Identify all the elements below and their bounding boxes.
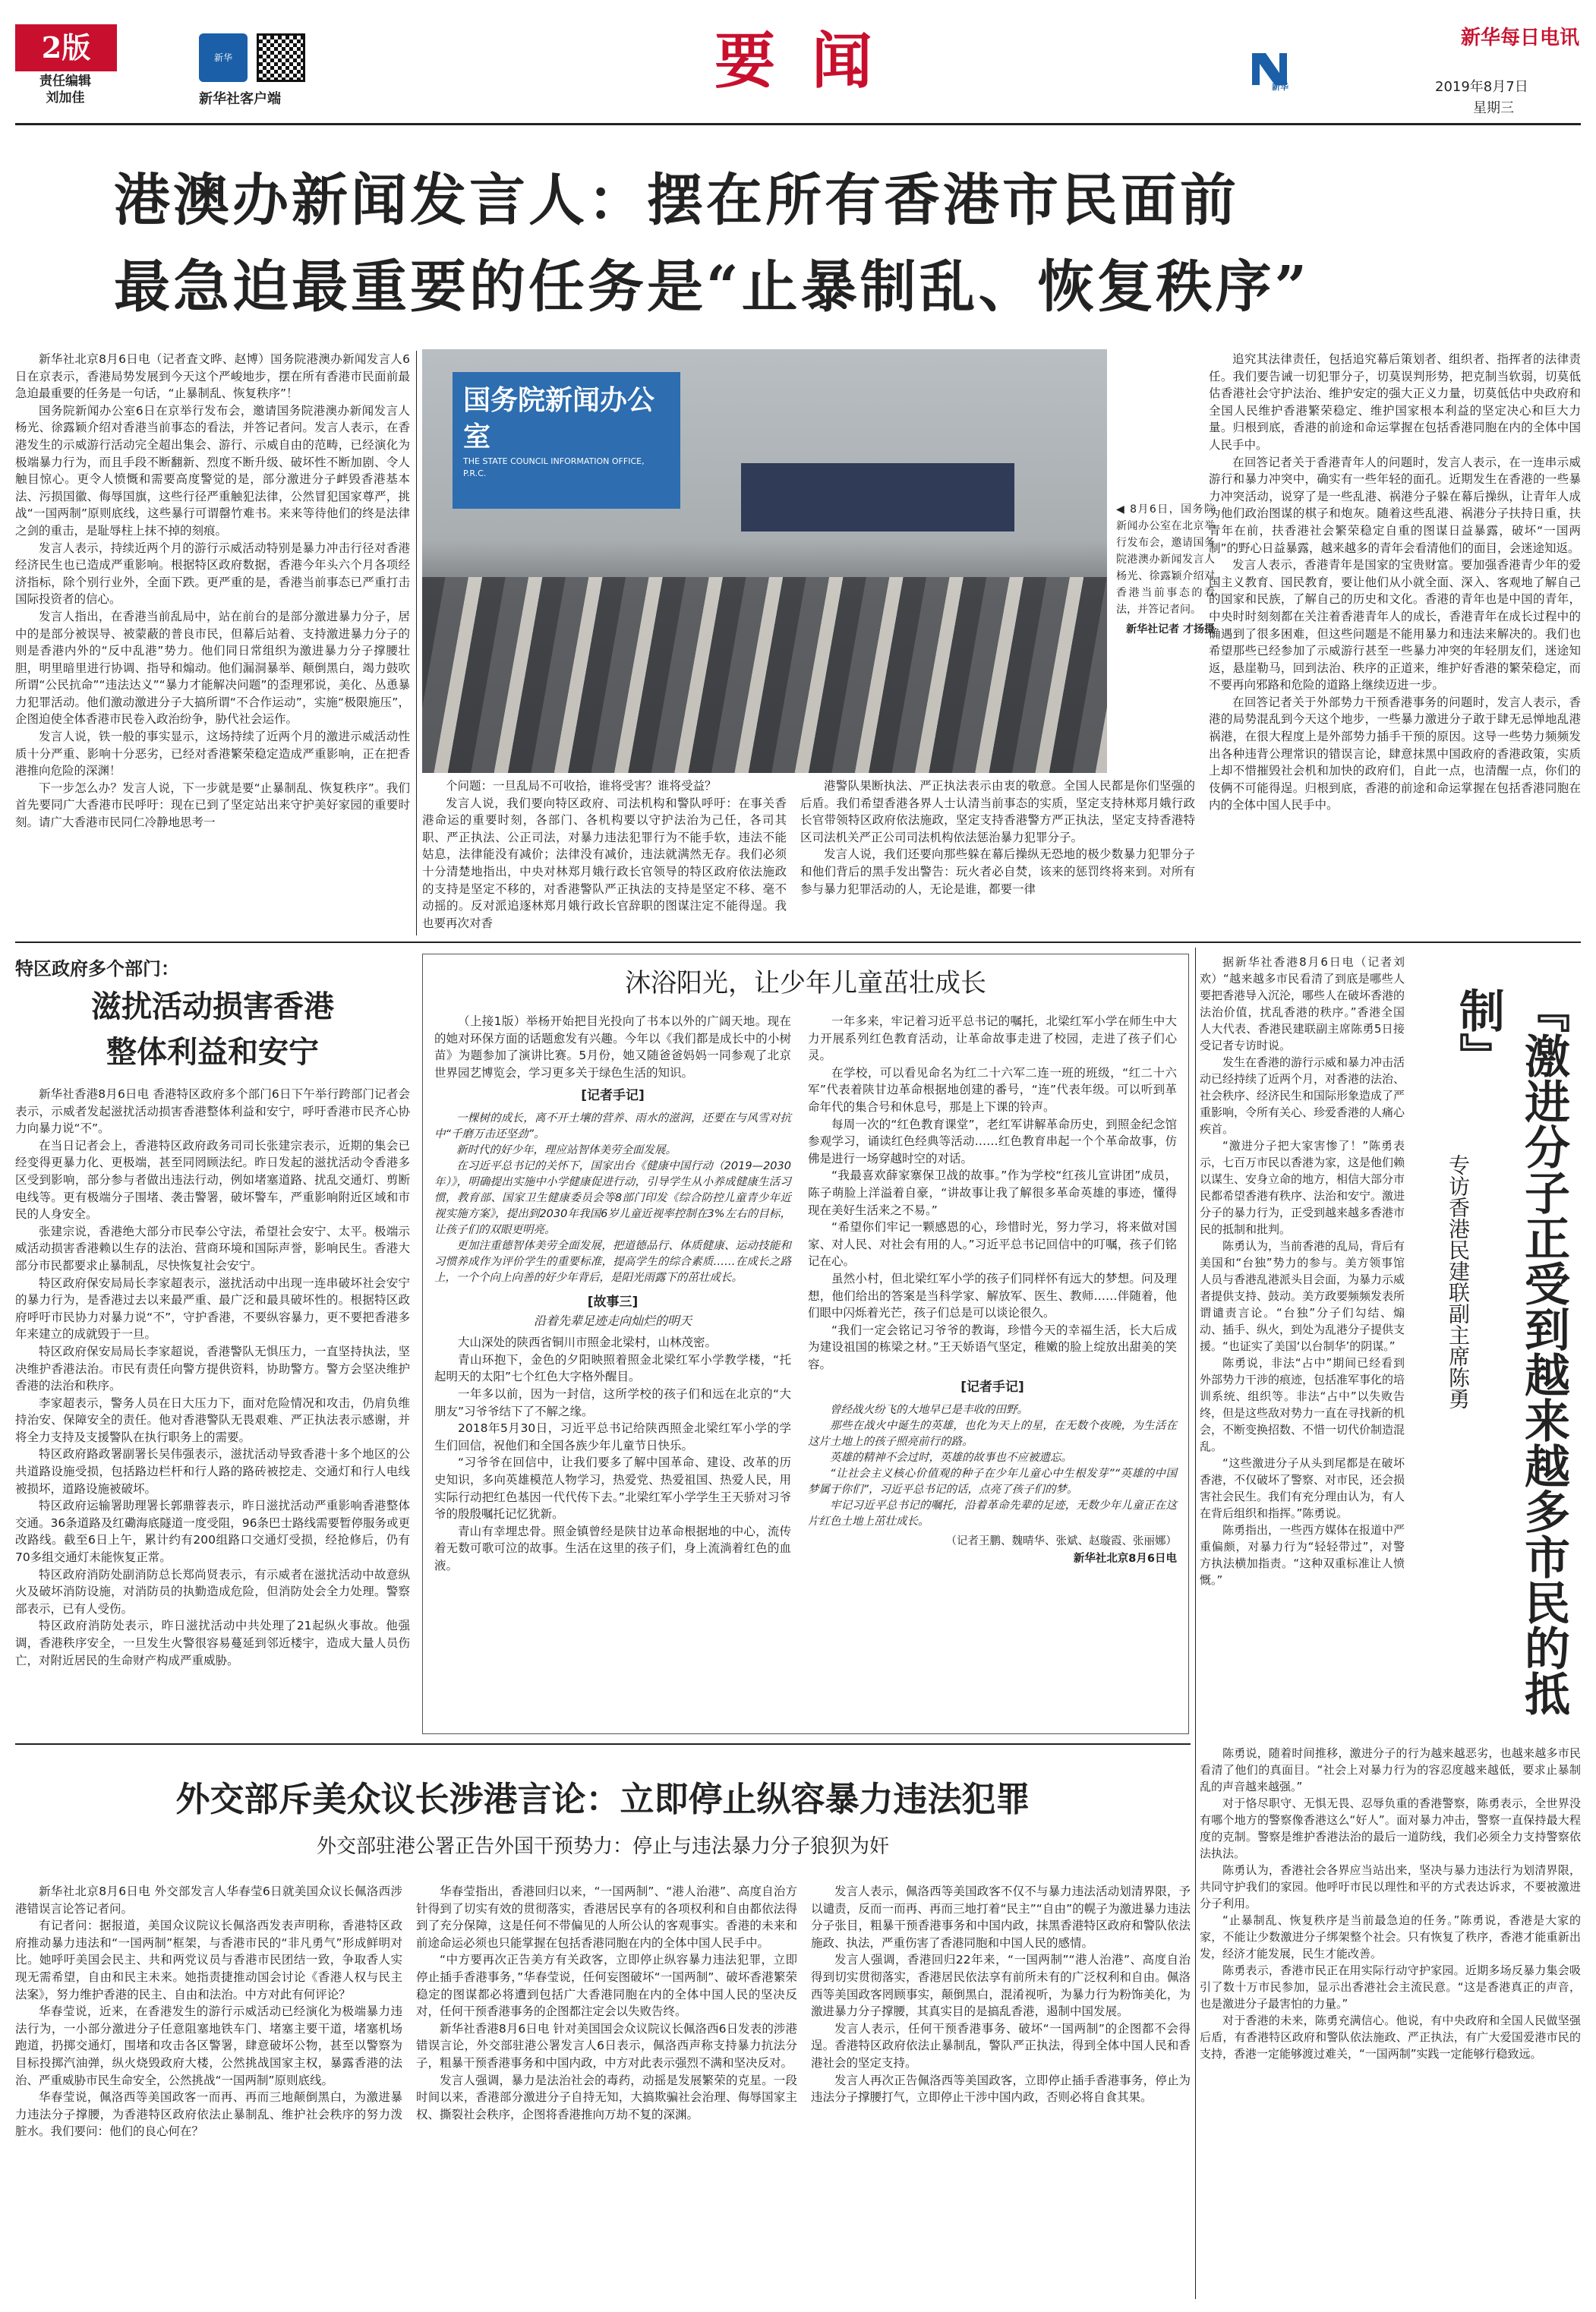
lead-paragraph: 在回答记者关于香港青年人的问题时，发言人表示，在一连串示威游行和暴力冲突中，确实有一些年轻的面孔。近期发生在香港的一些暴力冲突活动，说穿了是一些乱港、祸港分子躲在幕后操纵，让青年人成为他们政治图谋的棋子和炮灰。随着这些乱港、祸港分子扶持日重，扶青年在前，扶香港社会繁荣稳定自重的图谋日益暴露，破坏“一国两制”的野心日益暴露，越来越多的青年会看清他们的面目，会迷途知返。	[1209, 455, 1581, 555]
note-paragraph: 新时代的好少年，理应站智体美劳全面发展。	[456, 1143, 677, 1156]
feature-paragraph: “希望你们牢记一颗感恩的心，珍惜时光，努力学习，将来做对国家、对人民、对社会有用的人。”习近平总书记回信中的叮嘱，孩子们铭记在心。	[808, 1220, 1177, 1269]
news-logo-icon	[1249, 47, 1296, 91]
feature-paragraph: 一年多以前，因为一封信，这所学校的孩子们和远在北京的“大朋友”习爷爷结下了不解之缘。	[434, 1386, 791, 1418]
page-number-box	[15, 24, 117, 71]
feature-paragraph: “我们一定会铭记习爷爷的教诲，珍惜今天的幸福生活，长大后成为建设祖国的栋梁之材。”王天娇语气坚定，稚嫩的脸上绽放出甜美的笑容。	[808, 1323, 1177, 1371]
lead-paragraph: 追究其法律责任，包括追究幕后策划者、组织者、指挥者的法律责任。我们要告诫一切犯罪分子，切莫误判形势，把克制当软弱，切莫低估香港社会守护法治、维护安定的强大正义力量，切莫低估中央政府和全国人民维护香港繁荣稳定、维护国家根本利益的坚定决心和巨大力量。归根到底，香港的前途和命运掌握在包括香港同胞在内的全体中国人民手中。	[1209, 352, 1581, 452]
note1-body	[434, 1111, 791, 1286]
lead-column-1	[15, 351, 410, 928]
hk-paragraph: 李家超表示，警务人员在日大压力下，面对危险情况和攻击，仍肩负维持治安、保障安全的责任。他对香港警队无畏艰难、严正执法表示感谢，并将全力支持及支援警队在执行职务上的需要。	[15, 1396, 410, 1444]
lead-headline-1: 港澳办新闻发言人：摆在所有香港市民面前	[114, 168, 1239, 233]
interview-paragraph: 陈勇说，非法“占中”期间已经看到外部势力干涉的痕迹，包括准军事化的培训系统、组织等。非法“占中”以失败告终，但是这些敌对势力一直在寻找新的机会，不断变换招数、不惜一切代价制造混乱。	[1200, 1356, 1405, 1453]
interview-paragraph: 陈勇认为，当前香港的乱局，背后有美国和“台独”势力的参与。美方领事馆人员与香港乱港派头目会面，为暴力示威者提供支持、鼓动。美方政要频频发表所谓谴责言论。“台独”分子们勾结、煽动、插手、纵火，到处为乱港分子提供支援。“也证实了美国‘以台制华’的阴谋。”	[1200, 1239, 1405, 1353]
hk-paragraph: 特区政府保安局局长李家超说，香港警队无惧压力，一直坚持执法，坚决维护香港法治。市民有责任向警方提供资料，协助警方。警方会坚决维护香港的法治和秩序。	[15, 1344, 410, 1393]
lead-column-3	[800, 778, 1195, 929]
feature-paragraph: 每周一次的“红色教育课堂”，老红军讲解革命历史，到照金纪念馆参观学习，诵读红色经典等活动……红色教育串起一个个革命故事，仿佛是进行一场穿越时空的对话。	[808, 1117, 1177, 1165]
bottom-divider	[15, 1743, 1191, 1745]
hk-headline-2: 整体利益和安宁	[106, 1034, 319, 1070]
lead-column-4	[1209, 351, 1581, 929]
editor-name: 刘加佳	[46, 90, 85, 106]
section-title: 要 闻	[714, 25, 880, 96]
note-paragraph: 曾经战火纷飞的大地早已是丰收的田野。	[830, 1404, 1028, 1417]
hk-paragraph: 特区政府保安局局长李家超表示，滋扰活动中出现一连串破坏社会安宁的暴力行为，是香港过去以来最严重、最广泛和最具破坏性的。根据特区政府呼吁市民协力对暴力说“不”，守护香港，不要纵容暴力，更不要把香港多年来建立的成就毁于一旦。	[15, 1276, 410, 1342]
foreign-paragraph: 有记者问：据报道，美国众议院议长佩洛西发表声明称，香港特区政府推动暴力违法和“一国两制”框架，与香港市民的“非凡勇气”形成鲜明对比。她呼吁美国会民主、共和两党议员与香港市民团结一致，争取香人实现无需希望，自由和民主未来。她指责捷推动国会讨论《香港人权与民主法案》，努力维护香港的民主、自由和法治。中方对此有何评论？	[15, 1919, 402, 2001]
audience-rows	[422, 577, 1107, 773]
foreign-column-1	[15, 1883, 402, 2301]
note-paragraph: 在习近平总书记的关怀下，国家出台《健康中国行动（2019—2030年）》，明确提出实施中小学健康促进行动，引导学生从小养成健康生活习惯，教育部、国家卫生健康委员会等8部门印发《综合防控儿童青少年近视实施方案》，提出到2030年我国6岁儿童近视率控制在3%左右的目标，让孩子们的双眼更明亮。	[434, 1159, 791, 1236]
foreign-paragraph: 发言人强调，香港回归22年来，“一国两制”“港人治港”、高度自治得到切实贯彻落实，香港居民依法享有前所未有的广泛权利和自由。佩洛西等美国政客罔顾事实，颠倒黑白，混淆视听，为暴力行为粉饰美化，为激进暴力分子撑腰，其真实目的是搞乱香港，遏制中国发展。	[811, 1953, 1191, 2019]
lead-paragraph: 发言人表示，持续近两个月的游行示威活动特别是暴力冲击行径对香港经济民生也已造成严重影响。根据特区政府数据，香港今年头六个月各项经济指标，除个别行业外，全面下跌。更严重的是，香港当前事态已严重打击国际投资者的信心。	[15, 541, 410, 607]
backdrop-title: 国务院新闻办公室	[463, 385, 655, 453]
hk-paragraph: 张建宗说，香港绝大部分市民奉公守法，希望社会安宁、太平。极端示威活动损害香港赖以生存的法治、营商环境和国际声誉，影响民生。香港大部分市民都要求止暴制乱，尽快恢复社会安宁。	[15, 1224, 410, 1273]
feature-paragraph: （上接1版）举杨开始把目光投向了书本以外的广阔天地。现在的她对环保方面的话题愈发有兴趣。今年以《我们都是成长中的小树苗》为题参加了演讲比赛。5月份，她又随爸爸妈妈一同参观了北京世界园艺博览会，学习更多关于绿色生活的知识。	[434, 1014, 791, 1080]
issue-weekday: 星期三	[1473, 100, 1514, 116]
interview-paragraph: 发生在香港的游行示威和暴力冲击活动已经持续了近两个月，对香港的法治、社会秩序、经济民生和国际形象造成了严重影响，令所有关心、珍爱香港的人痛心疾首。	[1200, 1055, 1405, 1136]
foreign-paragraph: 发言人再次正告佩洛西等美国政客，立即停止插手香港事务，停止为违法分子撑腰打气，立即停止干涉中国内政，否则必将自食其果。	[811, 2073, 1191, 2105]
story3-title: [故事三]	[587, 1294, 639, 1310]
lead-headline-2: 最急迫最重要的任务是“止暴制乱、恢复秩序”	[114, 254, 1311, 320]
hk-kicker: 特区政府多个部门：	[15, 958, 179, 979]
interview-paragraph: 陈勇表示，香港市民正在用实际行动守护家园。近期多场反暴力集会吸引了数十万市民参加，显示出香港社会主流民意。“这是香港真正的声音，也是激进分子最害怕的力量。”	[1200, 1963, 1581, 2011]
interview-paragraph: 对于恪尽职守、无惧无畏、忍辱负重的香港警察，陈勇表示，全世界没有哪个地方的警察像香港这么“好人”。面对暴力冲击，警察一直保持最大程度的克制。警察是维护香港法治的最后一道防线，我们必须全力支持警察依法执法。	[1200, 1796, 1581, 1860]
lead-paragraph: 发言人指出，在香港当前乱局中，站在前台的是部分激进暴力分子，居中的是部分被误导、被蒙蔽的普良市民，但幕后站着、支持激进暴力分子的则是香港内外的“反中乱港”势力。他们同日常组织为激进暴力分子撑腰壮胆，明里暗里进行协调、指导和煽动。他们漏洞暴举、颠倒黑白，竭力鼓吹所谓“公民抗命”“违法达义”“暴力才能解决问题”的歪理邪说，美化、丛恿暴力犯罪活动。他们激动激进分子大搞所谓“不合作运动”，实施“极限施压”，企图迫使全体香港市民卷入政治纷争，胁代社会运作。	[15, 609, 410, 727]
feature-paragraph: 在学校，可以看见命名为红二十六军二连一班的班级，“红二十六军”代表着陕甘边革命根据地创建的番号，“连”代表年级。可以听到革命年代的集合号和休息号，那是上下课的铃声。	[808, 1065, 1177, 1114]
feature-paragraph: “我最喜欢薛家寨保卫战的故事。”作为学校“红孩儿宣讲团”成员，陈子萌脸上洋溢着自豪，“讲故事让我了解很多革命英雄的事迹，懂得现在美好生活来之不易。”	[808, 1169, 1177, 1217]
hk-paragraph: 新华社香港8月6日电 香港特区政府多个部门6日下午举行跨部门记者会表示，示威者发起滋扰活动损害香港整体利益和安宁，呼吁香港市民齐心协力向暴力说“不”。	[15, 1087, 410, 1136]
note2-title: [记者手记]	[960, 1380, 1024, 1396]
interview-column-a	[1200, 954, 1405, 1734]
hk-headline-1: 滋扰活动损害香港	[91, 989, 334, 1024]
feature-paragraph: 大山深处的陕西省铜川市照金北梁村，山林茂密。	[458, 1336, 718, 1350]
speaker-table	[741, 463, 1014, 531]
interview-paragraph: “止暴制乱、恢复秩序是当前最急迫的任务。”陈勇说，香港是大家的家，不能让少数激进分子绑架整个社会。只有恢复了秩序，香港才能重新出发，经济才能发展，民生才能改善。	[1200, 1913, 1581, 1960]
feature-paragraph: 2018年5月30日，习近平总书记给陕西照金北梁红军小学的学生们回信，祝他们和全国各族少年儿童节日快乐。	[434, 1421, 791, 1452]
page-number: 2版	[41, 30, 91, 65]
foreign-paragraph: 发言人强调，暴力是法治社会的毒药，动摇是发展繁荣的克星。一段时间以来，香港部分激进分子自持无知，大搞欺骗社会治理、侮辱国家主权、撕裂社会秩序，企图将香港推向万劫不复的深渊。	[416, 2073, 797, 2121]
hk-paragraph: 特区政府路政署副署长吴伟强表示，滋扰活动导致香港十多个地区的公共道路设施受损，包括路边栏杆和行人路的路砖被挖走、交通灯和行人电线被损坏，道路设施被破坏。	[15, 1447, 410, 1496]
feature-paragraph: “习爷爷在回信中，让我们要多了解中国革命、建设、改革的历史知识，多向英雄模范人物学习，热爱党、热爱祖国、热爱人民，用实际行动把红色基因一代代传下去。”北梁红军小学学生王天骄对习爷爷的殷殷嘱托记忆犹新。	[434, 1456, 791, 1522]
interview-paragraph: “激进分子把大家害惨了！”陈勇表示，七百万市民以香港为家，这是他们赖以谋生、安身立命的地方，相信大部分市民都希望香港有秩序、法治和安宁。激进分子的暴力行为，正受到越来越多香港市民的抵制和批判。	[1200, 1139, 1405, 1236]
feature-paragraph: 青山环抱下，金色的夕阳映照着照金北梁红军小学教学楼，“托起明天的太阳”七个红色大字格外醒目。	[434, 1352, 791, 1384]
note1-title: [记者手记]	[581, 1088, 645, 1104]
qr-code-icon	[257, 33, 305, 82]
foreign-paragraph: “中方要再次正告美方有关政客，立即停止纵容暴力违法犯罪，立即停止插手香港事务，”华春莹说，任何妄图破坏“一国两制”、破坏香港繁荣稳定的图谋都必将遭到包括广大香港同胞在内的全体中国人民的坚决反对，任何干预香港事务的企图都注定会以失败告终。	[416, 1953, 797, 2019]
press-conference-photo	[422, 349, 1107, 773]
lead-paragraph: 发言人说，铁一般的事实显示，这场持续了近两个月的激进示威活动性质十分严重、影响十分恶劣，已经对香港繁荣稳定造成严重影响，正在把香港推向危险的深渊！	[15, 730, 410, 778]
interview-paragraph: “这些激进分子从头到尾都是在破坏香港，不仅破坏了警察、对市民，还会损害社会民生。我们有充分理由认为，有人在背后组织和指挥。”陈勇说。	[1200, 1456, 1405, 1520]
lead-paragraph: 发言人说，我们还要向那些躲在幕后操纵无恐地的极少数暴力犯罪分子和他们背后的黑手发出警告：玩火者必自焚，该来的惩罚终将来到。对所有参与暴力犯罪活动的人，无论是谁，都要一律	[800, 847, 1195, 896]
lead-paragraph: 下一步怎么办？发言人说，下一步就是要“止暴制乱、恢复秩序”。我们首先要同广大香港市民呼吁：现在已到了坚定站出来守护美好家园的重要时刻。请广大香港市民同仁冷静地思考一	[15, 781, 410, 830]
feature-column-a	[434, 1013, 791, 1727]
feature-dateline: 新华社北京8月6日电	[1073, 1552, 1177, 1565]
note2-body	[808, 1402, 1177, 1530]
hk-paragraph: 特区政府运输署助理署长郭鼎蓉表示，昨日滋扰活动严重影响香港整体交通。36条道路及红磡海底隧道一度受阻，96条巴士路线需要暂停服务或更改路线。截至6日上午，累计约有200组路口交通灯受损，经抢修后，仍有70多组交通灯未能恢复正常。	[15, 1499, 410, 1565]
foreign-column-2	[416, 1883, 797, 2301]
note-paragraph: “让社会主义核心价值观的种子在少年儿童心中生根发芽”“英雄的中国梦属于你们”，习近平总书记的话，点亮了孩子们的梦。	[808, 1468, 1177, 1497]
hk-paragraph: 在当日记者会上，香港特区政府政务司司长张建宗表示，近期的集会已经变得更暴力化、更极端，甚至同罔顾法纪。昨日发起的滋扰活动令香港多区受到影响，部分参与者做出违法行动，例如堵塞道路、扰乱交通灯、剪断电线等。更有极端分子围堵、袭击警署，破坏警车，严重影响附近区域和市民的人身安全。	[15, 1138, 410, 1222]
story3-subtitle: 沿着先辈足迹走向灿烂的明天	[533, 1313, 692, 1328]
foreign-paragraph: 发言人表示，佩洛西等美国政客不仅不与暴力违法活动划清界限，予以谴责，反而一而再、再而三地打着“民主”“自由”的幌子为激进暴力违法分子张目，粗暴干预香港事务和中国内政，抹黑香港特区政府和警队依法施政、执法，严重伤害了香港同胞和中国人民的感情。	[811, 1885, 1191, 1950]
foreign-headline: 外交部斥美众议长涉港言论：立即停止纵容暴力违法犯罪	[175, 1779, 1030, 1819]
interview-paragraph: 对于香港的未来，陈勇充满信心。他说，有中央政府和全国人民做坚强后盾，有香港特区政府和警队依法施政、严正执法，有广大爱国爱港市民的支持，香港一定能够渡过难关，“一国两制”实践一定能够行稳致远。	[1200, 2014, 1581, 2061]
lead-paragraph: 发言人说，我们要向特区政府、司法机构和警队呼吁：在事关香港命运的重要时刻，各部门、各机构要以守护法治为己任，各司其职、严正执法、公正司法，对暴力违法犯罪行为不能手软，违法不能姑息，法律能没有减价；法律没有减价，违法就满然无存。我们必须十分清楚地指出，中央对林郑月娥行政长官领导的特区政府依法施政的支持是坚定不移的，对香港警队严正执法的支持是坚定不移、毫不动摇的。反对派追逐林郑月娥行政长官辞职的图谋注定不能得逞。我也要再次对香	[422, 796, 787, 930]
backdrop-subtitle: THE STATE COUNCIL INFORMATION OFFICE, P.R.C.	[463, 456, 645, 478]
interview-paragraph: 陈勇指出，一些西方媒体在报道中严重偏颇，对暴力行为“轻轻带过”，对警方执法横加指责。“这种双重标准让人愤慨。”	[1200, 1523, 1405, 1587]
foreign-paragraph: 华春莹说，佩洛西等美国政客一而再、再而三地颠倒黑白，为激进暴力违法分子撑腰，为香港特区政府依法止暴制乱、维护社会秩序的努力泼脏水。我们要问：他们的良心何在？	[15, 2090, 402, 2139]
foreign-paragraph: 华春莹指出，香港回归以来，“一国两制”、“港人治港”、高度自治方针得到了切实有效的贯彻落实，香港居民享有的各项权利和自由都依法得到了充分保障，这是任何不带偏见的人所公认的客观事实。香港的未来和前途命运必须也只能掌握在包括香港同胞在内的全体中国人民手中。	[416, 1885, 797, 1950]
lead-column-2	[422, 778, 787, 929]
photo-caption	[1116, 501, 1215, 638]
interview-paragraph: 陈勇说，随着时间推移，激进分子的行为越来越恶劣，也越来越多市民看清了他们的真面目。“社会上对暴力行为的容忍度越来越低，要求止暴制乱的声音越来越强。”	[1200, 1746, 1581, 1793]
xinhua-app-logo-icon: 新华	[199, 33, 248, 82]
note-paragraph: 牢记习近平总书记的嘱托，沿着革命先辈的足迹，无数少年儿童正在这片红色土地上茁壮成长。	[808, 1500, 1177, 1528]
interview-paragraph: 据新华社香港8月6日电（记者刘欢）“越来越多市民看清了到底是哪些人要把香港导入沉沦，哪些人在破坏香港的法治价值，扰乱香港的秩序。”香港全国人大代表、香港民建联副主席陈勇5日接受记者专访时说。	[1200, 955, 1405, 1052]
editor-info	[17, 73, 114, 106]
interview-vertical-title: 『激进分子正受到越来越多市民的抵制』	[1452, 987, 1570, 1716]
foreign-paragraph: 新华社香港8月6日电 针对美国国会众议院议长佩洛西6日发表的涉港错误言论，外交部驻港公署发言人6日表示，佩洛西声称支持暴力抗法分子，粗暴干预香港事务和中国内政，中方对此表示强烈不满和坚决反对。	[416, 2021, 797, 2070]
foreign-paragraph: 华春莹说，近来，在香港发生的游行示威活动已经演化为极端暴力违法行为，一小部分激进分子任意阻塞地铁车门、堵塞主要干道，堵塞机场跑道，扔掷交通灯，围堵和攻击各区警署，肆意破坏公物，甚至以警察为目标投掷汽油弹，纵火烧毁政府大楼，公然挑战国家主权，暴露香港的法治、严重威胁市民生命安全，公然挑战“一国两制”原则底线。	[15, 2004, 402, 2087]
lead-paragraph: 发言人表示，香港青年是国家的宝贵财富。要加强香港青少年的爱国主义教育、国民教育，要让他们从小就全面、深入、客观地了解自己的国家和民族，了解自己的历史和文化。香港的青年也是中国的青年，中央时时刻刻都在关注着香港青年人的成长，香港青年在成长过程中的确遇到了很多困难，但这些问题是不能用暴力和违法来解决的。我们也希望那些已经参加了示威游行甚至一些暴力冲突的年轻朋友们，迷途知返，悬崖勒马，回到法治、秩序的正道来，维护好香港的繁荣稳定，而不要再向邪路和危险的道路上继续迈进一步。	[1209, 558, 1581, 692]
lead-paragraph: 新华社北京8月6日电（记者査文晔、赵博）国务院港澳办新闻发言人6日在京表示，香港局势发展到今天这个严峻地步，摆在所有香港市民面前最急迫最重要的任务是一句话，“止暴制乱、恢复秩序”！	[15, 352, 410, 401]
lead-paragraph: 国务院新闻办公室6日在京举行发布会，邀请国务院港澳办新闻发言人杨光、徐露颖介绍对香港当前事态的看法，并答记者问。发言人表示，在香港发生的示威游行活动完全超出集会、游行、示威自由的范畴，已经演化为极端暴力行为，而且手段不断翻新、烈度不断升级、破坏性不断加剧、令人触目惊心。更令人愤慨和需要高度警觉的是，部分激进分子衅毁香港基本法、污损国徽、侮辱国旗，这些行径严重触犯法律，公然冒犯国家尊严，挑战“一国两制”原则底线，这些暴行可谓罄竹难书。来来等待他们的终是法律之剑的重击，是耻辱柱上抹不掉的刻痕。	[15, 403, 410, 538]
photo-caption-text: ◀ 8月6日，国务院新闻办公室在北京举行发布会，邀请国务院港澳办新闻发言人杨光、徐露颖介绍对香港当前事态的看法，并答记者问。	[1116, 503, 1215, 616]
feature-paragraph: 一年多来，牢记着习近平总书记的嘱托，北梁红军小学在师生中大力开展系列红色教育活动，让革命故事走进了校园，走进了孩子们心灵。	[808, 1014, 1177, 1063]
editor-role: 责任编辑	[39, 74, 91, 89]
note-paragraph: 英雄的精神不会过时，英雄的故事也不应被遗忘。	[830, 1452, 1072, 1465]
note-paragraph: 更加注重德智体美劳全面发展，把道德品行、体质健康、运动技能和习惯养成作为评价学生的重要标准，提高学生的综合素质……在成长之路上，一个个向上向善的好少年背后，是阳光雨露下的茁壮成长。	[434, 1239, 791, 1284]
foreign-paragraph: 新华社北京8月6日电 外交部发言人华春莹6日就美国众议长佩洛西涉港错误言论答记者问。	[15, 1885, 402, 1916]
section-divider	[15, 942, 1581, 943]
feature-credit: （记者王鹏、魏晴华、张斌、赵璇霞、张丽娜）	[945, 1535, 1177, 1548]
paper-name: 新华每日电讯	[1460, 27, 1579, 49]
note-paragraph: 一棵树的成长，离不开土壤的营养、雨水的滋润，还要在与风雪对抗中“千磨万击还坚劲”。	[434, 1112, 791, 1140]
note-paragraph: 那些在战火中诞生的英雄，也化为天上的星，在无数个夜晚，为生活在这片土地上的孩子照亮前行的路。	[808, 1420, 1177, 1449]
backdrop-panel	[453, 372, 680, 509]
lead-column-divider	[416, 351, 417, 935]
interview-vertical-subtitle: 专访香港民建联副主席陈勇	[1446, 1154, 1471, 1409]
interview-column-b	[1200, 1745, 1581, 2299]
interview-paragraph: 陈勇认为，香港社会各界应当站出来，坚决与暴力违法行为划清界限，共同守护我们的家园。他呼吁市民以理性和平的方式表达诉求，不要被激进分子利用。	[1200, 1863, 1581, 1910]
svg-text:新华: 新华	[1272, 82, 1288, 92]
app-caption: 新华社客户端	[199, 91, 281, 107]
foreign-paragraph: 发言人表示，任何干预香港事务、破坏“一国两制”的企图都不会得逞。香港特区政府依法止暴制乱，警队严正执法，得到全体中国人民和香港社会的坚定支持。	[811, 2021, 1191, 2070]
foreign-subhead: 外交部驻港公署正告外国干预势力：停止与违法暴力分子狼狈为奸	[316, 1835, 889, 1858]
masthead-rule	[15, 123, 1581, 125]
lead-paragraph: 港警队果断执法、严正执法表示由衷的敬意。全国人民都是你们坚强的后盾。我们希望香港各界人士认清当前事态的实质，坚定支持林郑月娥行政长官带领特区政府依法施政，坚定支持香港警方严正执法，坚定支持香港特区司法机关严正公司司法机构依法惩治暴力犯罪分子。	[800, 779, 1195, 844]
lead-paragraph: 在回答记者关于外部势力干预香港事务的问题时，发言人表示，香港的局势混乱到今天这个地步，一些暴力激进分子敢于肆无忌惮地乱港祸港，在很大程度上是外部势力插手干预的原因。这导一些势力频频发出各种违背公理常识的错误言论，肆意抹黑中国政府的香港政策，实质上却不惜摧毁社会机和加快的政府们，自此一点，也清醒一点，你们的伎俩不可能得逞。归根到底，香港的前途和命运掌握在包括香港同胞在内的全体中国人民手中。	[1209, 695, 1581, 812]
feature-paragraph: 青山有幸埋忠骨。照金镇曾经是陕甘边革命根据地的中心，流传着无数可歌可泣的故事。生活在这里的孩子们，身上流淌着红色的血液。	[434, 1524, 791, 1572]
hk-paragraph: 特区政府消防处副消防总长郑尚贤表示，有示威者在滋扰活动中故意纵火及破坏消防设施，对消防员的执勤造成危险，但消防处会全力处理。警察部表示，已有人受伤。	[15, 1567, 410, 1616]
feature-paragraph: 虽然小村，但北梁红军小学的孩子们同样怀有远大的梦想。问及理想，他们给出的答案是当科学家、解放军、医生、教师……伴随着，他们眼中闪烁着光芒，孩子们总是可以谈论很久。	[808, 1271, 1177, 1320]
interview-divider	[1195, 948, 1196, 2299]
lead-paragraph: 个问题：一旦乱局不可收拾，谁将受害？谁将受益？	[446, 779, 717, 793]
feature-title: 沐浴阳光，让少年儿童茁壮成长	[625, 968, 986, 998]
hk-paragraph: 特区政府消防处表示，昨日滋扰活动中共处理了21起纵火事故。他强调，香港秩序安全，一旦发生火警很容易蔓延到邻近楼宇，造成大量人员伤亡，对附近居民的生命财产构成严重威胁。	[15, 1619, 410, 1667]
hk-body	[15, 1086, 410, 1733]
issue-date: 2019年8月7日	[1435, 79, 1528, 95]
photo-credit: 新华社记者 才扬摄	[1126, 623, 1215, 636]
feature-column-b	[808, 1013, 1177, 1727]
foreign-column-3	[811, 1883, 1191, 2301]
